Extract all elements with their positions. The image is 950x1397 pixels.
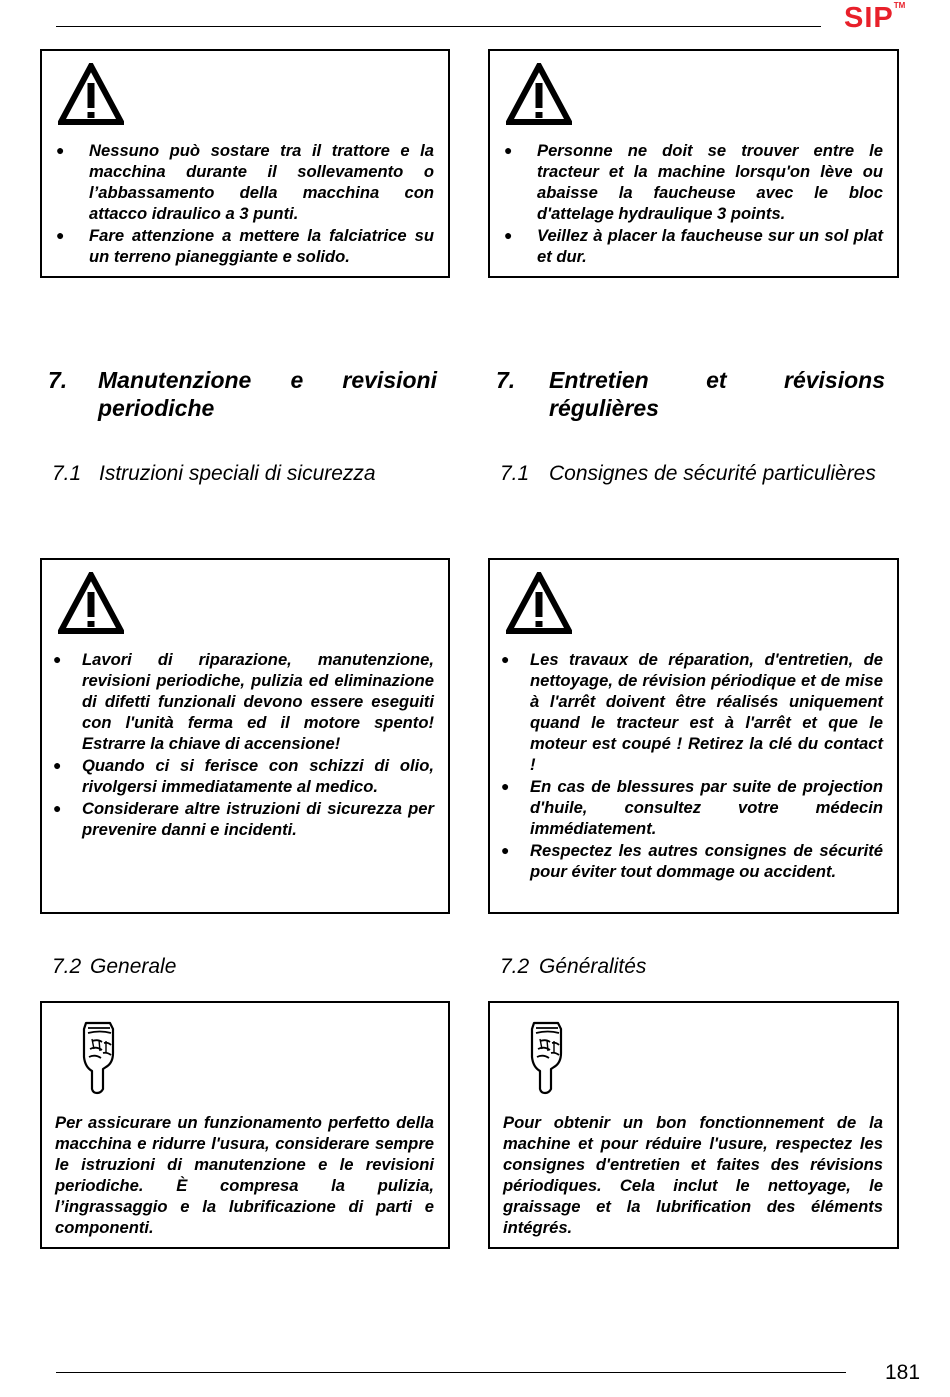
footer-rule <box>56 1372 846 1373</box>
section-heading-7-it <box>48 366 437 422</box>
list-item: ● Les travaux de réparation, d'entretien, de nettoyage, de révision périodique et de mise à l'arrêt doivent être réalisés uniquement quand le tracteur est à l'arrêt et que le moteur est coupé ! Retirez la clé du contact ! <box>501 650 883 774</box>
warning-triangle-icon <box>506 572 572 634</box>
page-number: 181 <box>885 1361 921 1384</box>
note-box-it <box>40 1001 450 1249</box>
warning-triangle-icon <box>58 572 124 634</box>
subsection-number: 7.1 <box>500 462 530 485</box>
pointing-hand-icon <box>80 1019 118 1095</box>
safety-box-fr <box>488 558 899 914</box>
header-rule <box>56 26 821 27</box>
list-item: ● Personne ne doit se trouver entre le tracteur et la machine lorsqu'on lève ou abaisse la faucheuse avec le bloc d'attelage hydraulique 3 points. <box>504 141 883 223</box>
list-item: ● Nessuno può sostare tra il trattore e la macchina durante il sollevamento o l’abbassamento della macchina con attacco idraulico a 3 punti. <box>56 141 434 223</box>
section-number: 7. <box>48 367 68 393</box>
section-number: 7. <box>496 367 516 393</box>
subsection-number: 7.2 <box>500 955 530 978</box>
subsection-heading-7-2-it <box>52 954 352 980</box>
list-item: ● Considerare altre istruzioni di sicurezza per prevenire danni e incidenti. <box>53 799 434 839</box>
list-item: ● Respectez les autres consignes de sécurité pour éviter tout dommage ou accident. <box>501 841 883 881</box>
list-item: ● Quando ci si ferisce con schizzi di olio, rivolgersi immediatamente al medico. <box>53 756 434 796</box>
list-item: ● Fare attenzione a mettere la falciatrice su un terreno pianeggiante e solido. <box>56 226 434 266</box>
subsection-number: 7.1 <box>52 462 82 485</box>
section-title: Manutenzione e revisioni periodiche <box>98 367 437 421</box>
subsection-heading-7-1-fr <box>500 461 889 513</box>
list-item: ● Veillez à placer la faucheuse sur un sol plat et dur. <box>504 226 883 266</box>
subsection-title: Istruzioni speciali di sicurezza <box>99 462 376 485</box>
warning-box-fr <box>488 49 899 278</box>
warning-triangle-icon <box>58 63 124 125</box>
safety-list <box>501 649 883 883</box>
subsection-number: 7.2 <box>52 955 82 978</box>
subsection-title: Consignes de sécurité particulières <box>549 462 876 485</box>
subsection-heading-7-2-fr <box>500 954 800 980</box>
list-item: ● Lavori di riparazione, manutenzione, revisioni periodiche, pulizia ed eliminazione di difetti funzionali devono essere eseguiti con l'unità ferma ed il motore spento! Estrarre la chiave di accensione! <box>53 650 434 753</box>
subsection-title: Generale <box>90 955 177 978</box>
list-item: ● En cas de blessures par suite de projection d'huile, consultez votre médecin immédiatement. <box>501 777 883 838</box>
subsection-title: Généralités <box>539 955 647 978</box>
note-paragraph: Pour obtenir un bon fonctionnement de la machine et pour réduire l'usure, respectez les consignes d'entretien et faites des révisions périodiques. Cela inclut le nettoyage, le graissage et la lubrification des éléments intégrés. <box>503 1113 883 1237</box>
note-box-fr <box>488 1001 899 1249</box>
subsection-heading-7-1-it <box>52 461 432 487</box>
section-title: Entretien et révisions régulières <box>549 367 885 421</box>
safety-box-it <box>40 558 450 914</box>
warning-list <box>504 140 883 268</box>
safety-list <box>53 649 434 841</box>
warning-triangle-icon <box>506 63 572 125</box>
warning-list <box>56 140 434 268</box>
note-paragraph: Per assicurare un funzionamento perfetto della macchina e ridurre l'usura, considerare sempre le istruzioni di manutenzione e le revisioni periodiche. È compresa la pulizia, l’ingrassaggio e la lubrificazione di parti e componenti. <box>55 1113 434 1237</box>
pointing-hand-icon <box>528 1019 566 1095</box>
warning-box-it <box>40 49 450 278</box>
sip-logo: SIP™ <box>844 1 906 34</box>
section-heading-7-fr <box>496 366 885 422</box>
